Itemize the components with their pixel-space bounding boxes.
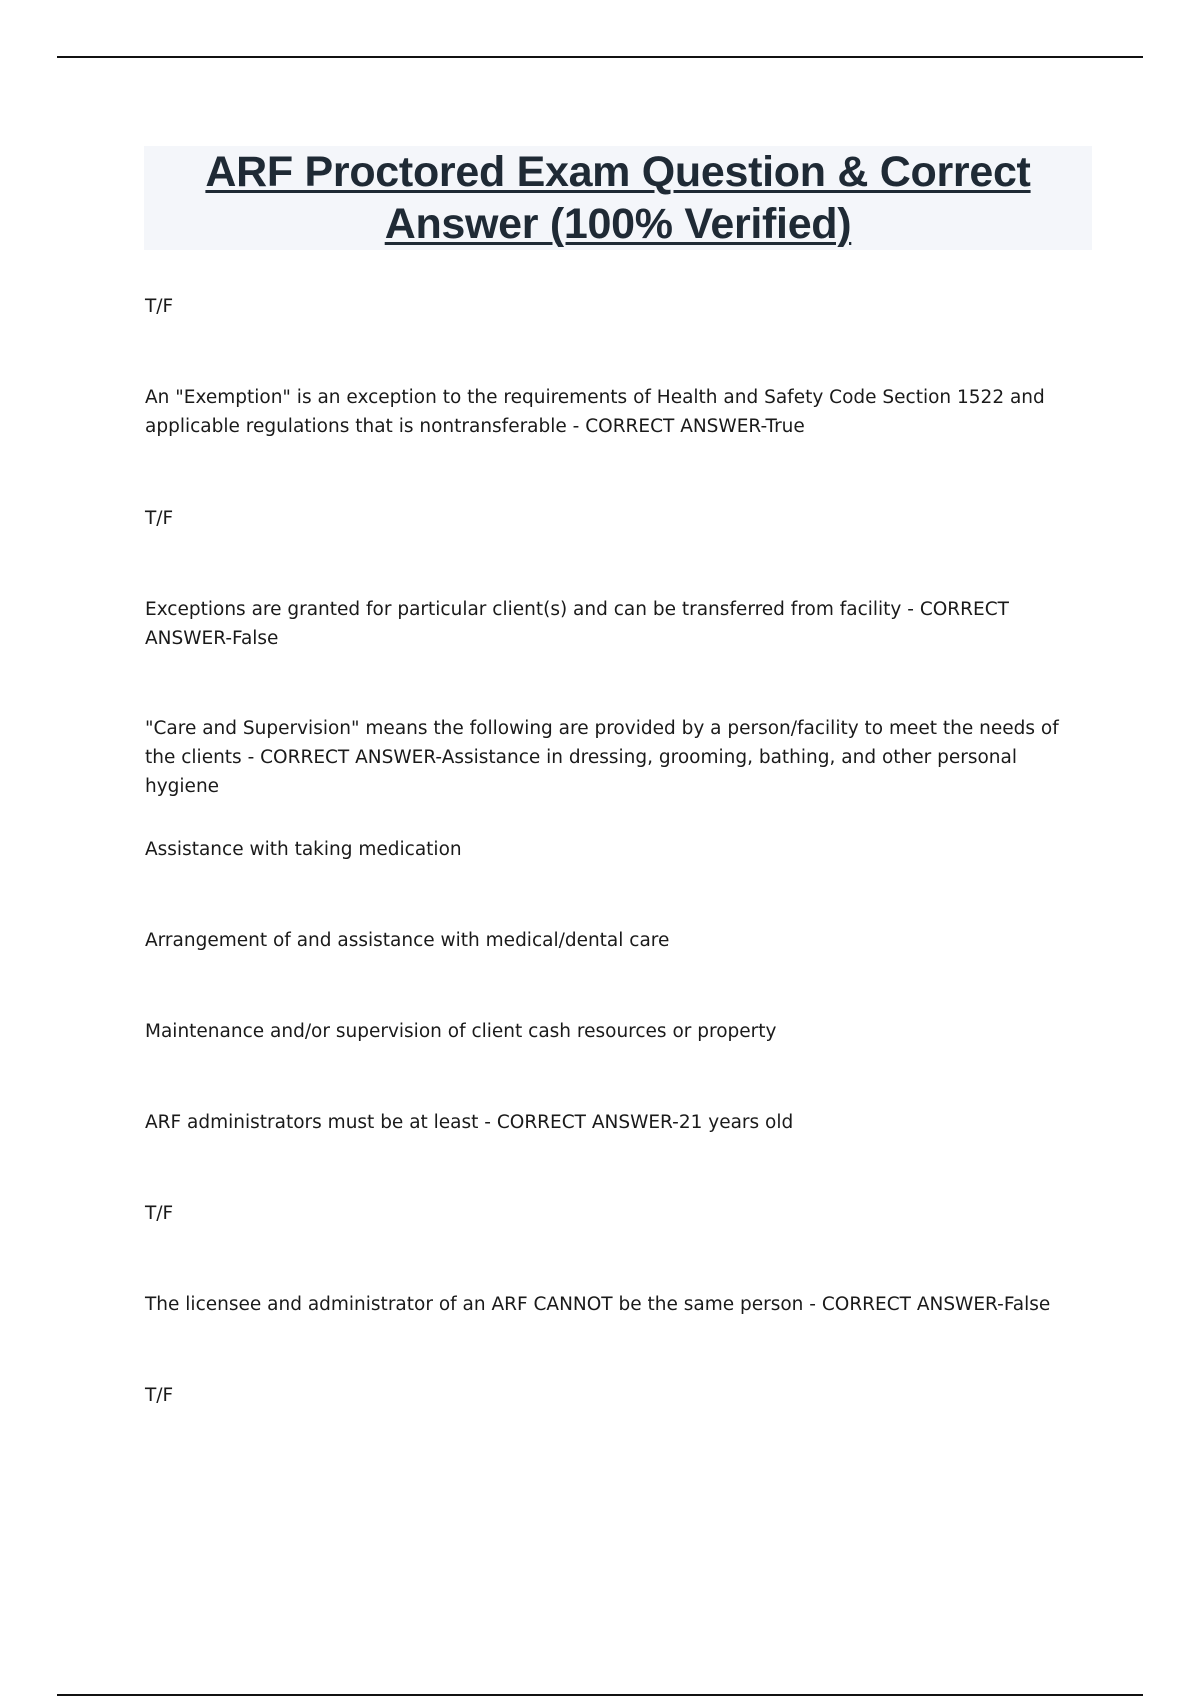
- document-title: ARF Proctored Exam Question & Correct Answer (100% Verified): [205, 148, 1031, 248]
- paragraph-administrator-age: ARF administrators must be at least - CORRECT ANSWER-21 years old: [145, 1112, 794, 1133]
- paragraph-exceptions: Exceptions are granted for particular client(s) and can be transferred from facility - CORRECT ANSWER-False: [145, 599, 1009, 649]
- paragraph-exemption: An "Exemption" is an exception to the requirements of Health and Safety Code Section 1522 and applicable regulations that is nontransferable - CORRECT ANSWER-True: [145, 387, 1045, 437]
- paragraph-tf-3: T/F: [145, 1203, 174, 1224]
- paragraph-tf-4: T/F: [145, 1385, 174, 1406]
- paragraph-medical-care: Arrangement of and assistance with medical/dental care: [145, 930, 670, 951]
- paragraph-care-supervision: "Care and Supervision" means the following are provided by a person/facility to meet the needs of the clients - CORRECT ANSWER-Assistance in dressing, grooming, bathing, and other personal hygiene: [145, 718, 1059, 797]
- title-banner: [144, 146, 1092, 250]
- paragraph-medication: Assistance with taking medication: [145, 839, 462, 860]
- paragraph-licensee: The licensee and administrator of an ARF CANNOT be the same person - CORRECT ANSWER-False: [145, 1294, 1051, 1315]
- header-rule: [57, 56, 1143, 58]
- footer-rule: [57, 1694, 1143, 1696]
- paragraph-cash-resources: Maintenance and/or supervision of client cash resources or property: [145, 1021, 777, 1042]
- paragraph-tf-1: T/F: [145, 296, 174, 317]
- paragraph-tf-2: T/F: [145, 508, 174, 529]
